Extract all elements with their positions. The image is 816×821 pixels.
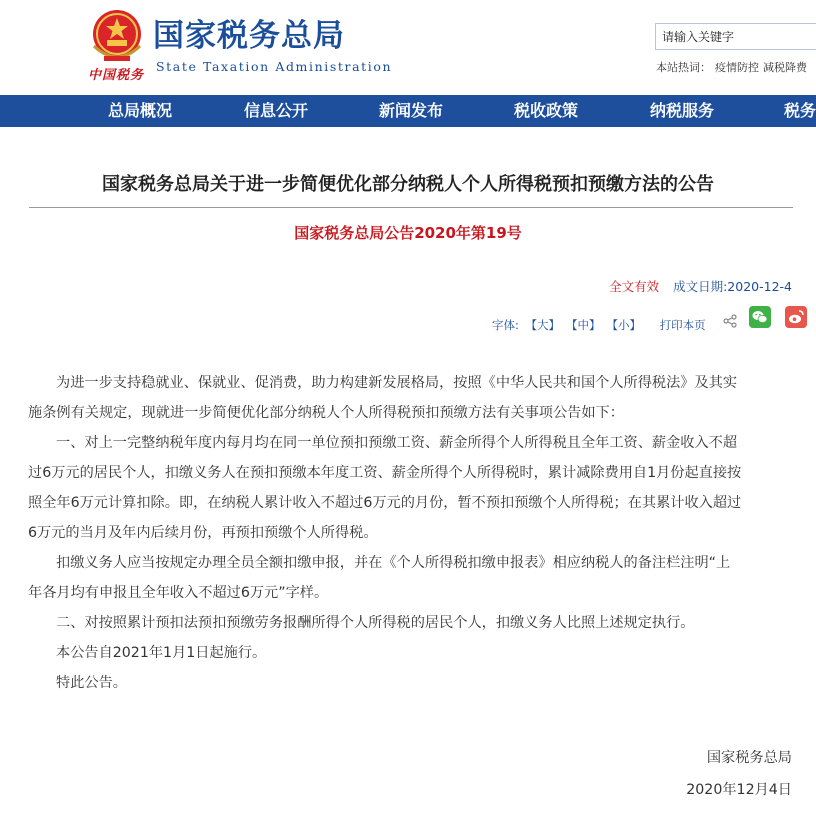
- article-tools: [492, 306, 807, 332]
- paragraph-line: 照全年6万元计算扣除。即，在纳税人累计收入不超过6万元的月份，暂不预扣预缴个人所得税；在其累计收入超过: [28, 495, 742, 511]
- paragraph-line: 施条例有关规定，现就进一步简便优化部分纳税人个人所得税预扣预缴方法有关事项公告如下：: [28, 405, 624, 421]
- nav-item-overview[interactable]: 总局概况: [108, 101, 173, 120]
- paragraph-line: 一、对上一完整纳税年度内每月均在同一单位预扣预缴工资、薪金所得个人所得税且全年工资、薪金收入不超: [56, 435, 738, 451]
- share-icon[interactable]: [723, 314, 737, 328]
- search-box: [655, 23, 816, 50]
- signature-organization: 国家税务总局: [706, 750, 792, 766]
- site-title[interactable]: 国家税务总局: [153, 18, 345, 54]
- nav-item-tax-more[interactable]: 税务: [784, 101, 816, 120]
- hot-term-link[interactable]: 疫情防控: [715, 61, 759, 74]
- title-divider: [29, 207, 793, 208]
- nav-item-service[interactable]: 纳税服务: [650, 101, 715, 120]
- paragraph-line: 过6万元的居民个人，扣缴义务人在预扣预缴本年度工资、薪金所得个人所得税时，累计减除费用自1月份起直接按: [28, 465, 742, 481]
- paragraph-line: 6万元的当月及年内后续月份，再预扣预缴个人所得税。: [28, 525, 378, 541]
- weibo-share-icon[interactable]: [785, 306, 807, 328]
- font-small-button[interactable]: 【小】: [606, 317, 642, 332]
- site-header: [0, 0, 816, 95]
- brand-script-logo: 中国税务: [88, 68, 145, 83]
- paragraph-line: 本公告自2021年1月1日起施行。: [56, 645, 267, 661]
- issue-date: 成文日期:2020-12-4: [673, 279, 792, 294]
- paragraph-line: 扣缴义务人应当按规定办理全员全额扣缴申报，并在《个人所得税扣缴申报表》相应纳税人的备注栏注明“上: [56, 555, 731, 571]
- wechat-share-icon[interactable]: [749, 306, 771, 328]
- article-meta: [609, 277, 792, 295]
- article-body: [28, 368, 796, 698]
- search-input[interactable]: [656, 24, 816, 49]
- nav-item-disclosure[interactable]: 信息公开: [244, 101, 309, 120]
- signature-date: 2020年12月4日: [686, 782, 792, 798]
- site-subtitle: State Taxation Administration: [156, 59, 393, 74]
- hot-search-bar: [656, 59, 811, 75]
- font-large-button[interactable]: 【大】: [525, 317, 561, 332]
- nav-item-news[interactable]: 新闻发布: [379, 101, 444, 120]
- font-medium-button[interactable]: 【中】: [566, 317, 601, 332]
- nav-item-policy[interactable]: 税收政策: [514, 101, 579, 120]
- print-button[interactable]: 打印本页: [659, 317, 706, 332]
- main-nav: [0, 95, 816, 127]
- paragraph-line: 为进一步支持稳就业、保就业、促消费，助力构建新发展格局，按照《中华人民共和国个人所得税法》及其实: [56, 375, 738, 391]
- paragraph-line: 特此公告。: [56, 675, 127, 691]
- font-size-label: 字体:: [492, 317, 519, 332]
- hot-term-link[interactable]: 减税降费: [763, 61, 807, 74]
- national-emblem-icon: [86, 6, 148, 66]
- paragraph-line: 年各月均有申报且全年收入不超过6万元”字样。: [28, 585, 329, 601]
- hot-search-label: 本站热词：: [656, 61, 711, 74]
- document-number: 国家税务总局公告2020年第19号: [294, 224, 522, 242]
- article-title: 国家税务总局关于进一步简便优化部分纳税人个人所得税预扣预缴方法的公告: [102, 174, 714, 195]
- paragraph-line: 二、对按照累计预扣法预扣预缴劳务报酬所得个人所得税的居民个人，扣缴义务人比照上述规定执行。: [56, 615, 695, 631]
- validity-status: 全文有效: [609, 279, 660, 294]
